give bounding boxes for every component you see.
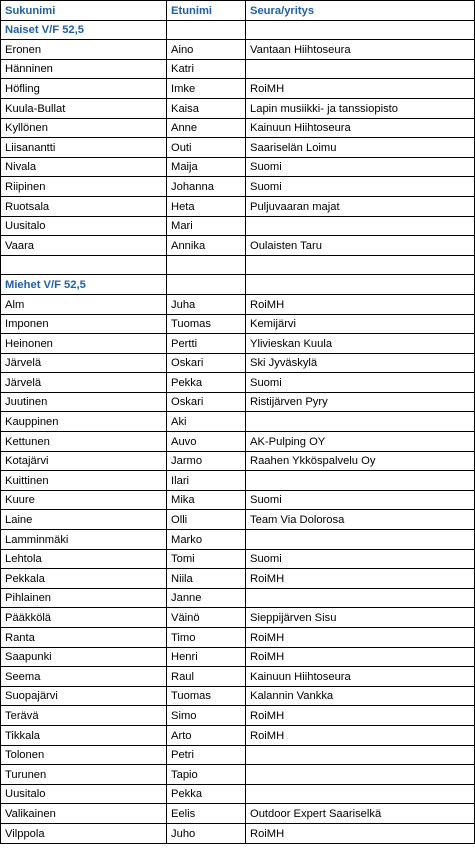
section-header-row [1, 275, 475, 295]
table-row [1, 510, 475, 530]
cell-firstname: Katri [167, 59, 246, 79]
cell-surname: Vilppola [1, 823, 167, 843]
table-row [1, 373, 475, 393]
cell-club: Lapin musiikki- ja tanssiopisto [246, 98, 475, 118]
cell-firstname: Tuomas [167, 686, 246, 706]
cell-firstname: Anne [167, 118, 246, 138]
table-row [1, 725, 475, 745]
cell-surname: Vaara [1, 236, 167, 256]
cell-club [246, 765, 475, 785]
cell-surname: Suopajärvi [1, 686, 167, 706]
spacer-row [1, 255, 475, 275]
cell-firstname: Mari [167, 216, 246, 236]
table-row [1, 294, 475, 314]
cell-firstname: Auvo [167, 432, 246, 452]
cell-surname: Nivala [1, 157, 167, 177]
table-row [1, 628, 475, 648]
cell-surname: Kuittinen [1, 471, 167, 491]
table-row [1, 647, 475, 667]
table-row [1, 59, 475, 79]
cell-firstname: Outi [167, 138, 246, 158]
empty-cell [167, 255, 246, 275]
section-title: Naiset V/F 52,5 [1, 20, 167, 40]
cell-club: Puljuvaaran majat [246, 196, 475, 216]
cell-surname: Hänninen [1, 59, 167, 79]
cell-surname: Höfling [1, 79, 167, 99]
cell-club: AK-Pulping OY [246, 432, 475, 452]
cell-surname: Lamminmäki [1, 530, 167, 550]
cell-surname: Kuure [1, 490, 167, 510]
section-title: Miehet V/F 52,5 [1, 275, 167, 295]
cell-club: Saariselän Loimu [246, 138, 475, 158]
cell-surname: Kotajärvi [1, 451, 167, 471]
cell-surname: Seema [1, 667, 167, 687]
cell-firstname: Maija [167, 157, 246, 177]
cell-firstname: Tomi [167, 549, 246, 569]
table-row [1, 40, 475, 60]
cell-club: Ski Jyväskylä [246, 353, 475, 373]
cell-firstname: Raul [167, 667, 246, 687]
cell-surname: Tikkala [1, 725, 167, 745]
cell-surname: Saapunki [1, 647, 167, 667]
table-row [1, 118, 475, 138]
cell-surname: Terävä [1, 706, 167, 726]
table-row [1, 569, 475, 589]
cell-firstname: Tapio [167, 765, 246, 785]
table-row [1, 98, 475, 118]
cell-surname: Kauppinen [1, 412, 167, 432]
cell-surname: Imponen [1, 314, 167, 334]
cell-surname: Ranta [1, 628, 167, 648]
table-row [1, 314, 475, 334]
cell-club: RoiMH [246, 706, 475, 726]
cell-firstname: Pekka [167, 784, 246, 804]
cell-club [246, 784, 475, 804]
table-row [1, 549, 475, 569]
cell-firstname: Johanna [167, 177, 246, 197]
table-row [1, 138, 475, 158]
cell-surname: Turunen [1, 765, 167, 785]
cell-club: Oulaisten Taru [246, 236, 475, 256]
column-header-club: Seura/yritys [246, 1, 475, 21]
cell-surname: Pihlainen [1, 588, 167, 608]
cell-club: Kainuun Hiihtoseura [246, 118, 475, 138]
table-row [1, 686, 475, 706]
table-row [1, 706, 475, 726]
cell-firstname: Tuomas [167, 314, 246, 334]
cell-club [246, 59, 475, 79]
cell-firstname: Marko [167, 530, 246, 550]
cell-club [246, 530, 475, 550]
cell-club [246, 412, 475, 432]
cell-club [246, 471, 475, 491]
empty-cell [167, 20, 246, 40]
cell-firstname: Janne [167, 588, 246, 608]
cell-club: Suomi [246, 549, 475, 569]
cell-firstname: Timo [167, 628, 246, 648]
cell-club: Raahen Ykköspalvelu Oy [246, 451, 475, 471]
table-row [1, 667, 475, 687]
empty-cell [246, 20, 475, 40]
empty-cell [1, 255, 167, 275]
cell-firstname: Henri [167, 647, 246, 667]
table-row [1, 334, 475, 354]
cell-firstname: Simo [167, 706, 246, 726]
cell-surname: Järvelä [1, 353, 167, 373]
cell-club: Outdoor Expert Saariselkä [246, 804, 475, 824]
cell-club: Suomi [246, 157, 475, 177]
cell-firstname: Pertti [167, 334, 246, 354]
table-row [1, 608, 475, 628]
table-row [1, 804, 475, 824]
cell-firstname: Kaisa [167, 98, 246, 118]
cell-firstname: Niila [167, 569, 246, 589]
cell-surname: Kyllönen [1, 118, 167, 138]
cell-firstname: Imke [167, 79, 246, 99]
header-row [1, 1, 475, 21]
empty-cell [246, 255, 475, 275]
cell-firstname: Juha [167, 294, 246, 314]
table-row [1, 216, 475, 236]
cell-firstname: Pekka [167, 373, 246, 393]
cell-club: Sieppijärven Sisu [246, 608, 475, 628]
cell-firstname: Aki [167, 412, 246, 432]
table-row [1, 451, 475, 471]
cell-surname: Eronen [1, 40, 167, 60]
table-row [1, 530, 475, 550]
cell-firstname: Mika [167, 490, 246, 510]
cell-surname: Riipinen [1, 177, 167, 197]
cell-club [246, 216, 475, 236]
cell-club: Team Via Dolorosa [246, 510, 475, 530]
cell-club [246, 588, 475, 608]
column-header-surname: Sukunimi [1, 1, 167, 21]
section-header-row [1, 20, 475, 40]
cell-surname: Pääkkölä [1, 608, 167, 628]
table-row [1, 392, 475, 412]
cell-surname: Uusitalo [1, 784, 167, 804]
cell-surname: Juutinen [1, 392, 167, 412]
table-row [1, 79, 475, 99]
cell-surname: Ruotsala [1, 196, 167, 216]
table-row [1, 432, 475, 452]
empty-cell [167, 275, 246, 295]
cell-surname: Uusitalo [1, 216, 167, 236]
cell-firstname: Eelis [167, 804, 246, 824]
cell-firstname: Arto [167, 725, 246, 745]
cell-firstname: Ilari [167, 471, 246, 491]
table-row [1, 157, 475, 177]
cell-firstname: Heta [167, 196, 246, 216]
table-row [1, 823, 475, 843]
cell-club: Kemijärvi [246, 314, 475, 334]
table-row [1, 588, 475, 608]
table-body [1, 20, 475, 843]
cell-club: Kainuun Hiihtoseura [246, 667, 475, 687]
cell-club: RoiMH [246, 569, 475, 589]
table-row [1, 196, 475, 216]
cell-club: Kalannin Vankka [246, 686, 475, 706]
table-row [1, 471, 475, 491]
cell-club: Suomi [246, 373, 475, 393]
cell-surname: Alm [1, 294, 167, 314]
column-header-firstname: Etunimi [167, 1, 246, 21]
table-row [1, 784, 475, 804]
cell-club: RoiMH [246, 294, 475, 314]
cell-firstname: Juho [167, 823, 246, 843]
cell-surname: Järvelä [1, 373, 167, 393]
cell-club: RoiMH [246, 725, 475, 745]
table-row [1, 177, 475, 197]
cell-firstname: Oskari [167, 392, 246, 412]
cell-club: RoiMH [246, 647, 475, 667]
cell-surname: Kettunen [1, 432, 167, 452]
cell-surname: Valikainen [1, 804, 167, 824]
cell-club: Suomi [246, 177, 475, 197]
cell-firstname: Oskari [167, 353, 246, 373]
cell-club: Ristijärven Pyry [246, 392, 475, 412]
cell-firstname: Aino [167, 40, 246, 60]
table-header [1, 1, 475, 21]
cell-club: RoiMH [246, 628, 475, 648]
cell-club: Suomi [246, 490, 475, 510]
cell-surname: Laine [1, 510, 167, 530]
cell-club: RoiMH [246, 79, 475, 99]
table-row [1, 353, 475, 373]
cell-surname: Tolonen [1, 745, 167, 765]
table-row [1, 490, 475, 510]
cell-firstname: Olli [167, 510, 246, 530]
cell-surname: Pekkala [1, 569, 167, 589]
cell-firstname: Väinö [167, 608, 246, 628]
table-row [1, 412, 475, 432]
cell-firstname: Annika [167, 236, 246, 256]
cell-firstname: Petri [167, 745, 246, 765]
cell-surname: Kuula-Bullat [1, 98, 167, 118]
cell-club: Ylivieskan Kuula [246, 334, 475, 354]
table-row [1, 765, 475, 785]
table-row [1, 745, 475, 765]
cell-firstname: Jarmo [167, 451, 246, 471]
table-row [1, 236, 475, 256]
cell-surname: Liisanantti [1, 138, 167, 158]
cell-club: RoiMH [246, 823, 475, 843]
cell-surname: Lehtola [1, 549, 167, 569]
cell-surname: Heinonen [1, 334, 167, 354]
cell-club: Vantaan Hiihtoseura [246, 40, 475, 60]
cell-club [246, 745, 475, 765]
empty-cell [246, 275, 475, 295]
